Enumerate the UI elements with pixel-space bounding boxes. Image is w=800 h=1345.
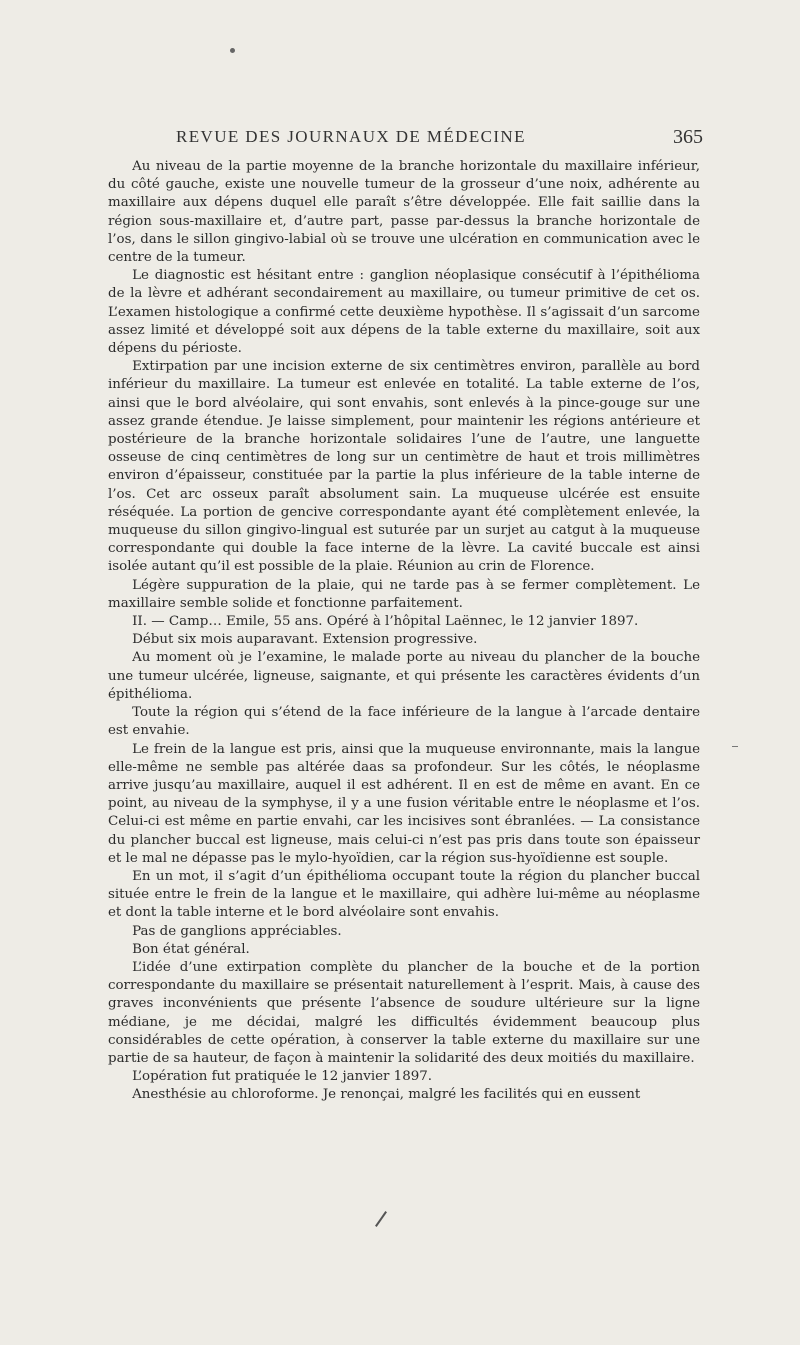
pen-stroke — [375, 1211, 387, 1227]
paragraph-9: Le frein de la langue est pris, ainsi que la muqueuse environnante, mais la langue elle-même ne semble pas altérée daas sa profondeur. Sur les côtés, le néoplasme arrive jusqu’au maxillaire, auquel il est adhérent. Il en est de même en avant. En ce point, au niveau de la symphyse, il y a une fusion véritable entre le néoplasme et l’os. Celui-ci est même en partie envahi, car les incisives sont ébranlées. — La consistance du plancher buccal est ligneuse, mais celui-ci n’est pas pris dans toute son épaisseur et le mal ne dépasse pas le mylo-hyoïdien, car la région sus-hyoïdienne est souple. — [108, 741, 700, 866]
paragraph-1: Au niveau de la partie moyenne de la branche horizontale du maxillaire inférieur, du côté gauche, existe une nouvelle tumeur de la grosseur d’une noix, adhérente au maxillaire aux dépens duquel elle paraît s’être développée. Elle fait saillie dans la région sous-maxillaire et, d’autre part, passe par-dessus la branche horizontale de l’os, dans le sillon gingivo-labial où se trouve une ulcération en communication avec le centre de la tumeur. — [108, 159, 700, 266]
paragraph-8: Toute la région qui s’étend de la face inférieure de la langue à l’arcade dentaire est envahie. — [108, 705, 700, 739]
paragraph-4: Légère suppuration de la plaie, qui ne tarde pas à se fermer complètement. Le maxillaire semble solide et fonctionne parfaitement. — [108, 577, 700, 611]
paragraph-2: Le diagnostic est hésitant entre : ganglion néoplasique consécutif à l’épithélioma de la lèvre et adhérant secondairement au maxillaire, ou tumeur primitive de cet os. L’examen histologique a confirmé cette deuxième hypothèse. Il s’agissait d’un sarcome assez limité et développé soit aux dépens de la table externe du maxillaire, soit aux dépens du périoste. — [108, 268, 700, 357]
paragraph-10: En un mot, il s’agit d’un épithélioma occupant toute la région du plancher buccal située entre le frein de la langue et le maxillaire, qui adhère lui-même au néoplasme et dont la table interne et le bord alvéolaire sont envahis. — [108, 868, 700, 921]
paragraph-15: Anesthésie au chloroforme. Je renonçai, malgré les facilités qui en eussent — [132, 1087, 641, 1103]
page-header — [108, 127, 703, 157]
ink-speck — [230, 48, 235, 53]
running-title: REVUE DES JOURNAUX DE MÉDECINE — [176, 127, 526, 146]
body-text — [108, 158, 700, 1105]
paragraph-13: L’idée d’une extirpation complète du plancher de la bouche et de la portion correspondante du maxillaire se présentait naturellement à l’esprit. Mais, à cause des graves inconvénients que présente l’absence de soudure ultérieure sur la ligne médiane, je me décidai, malgré les difficultés évidemment beaucoup plus considérables de cette opération, à conserver la table externe du maxillaire sur une partie de sa hauteur, de façon à maintenir la solidarité des deux moitiés du maxillaire. — [108, 959, 700, 1066]
paragraph-6: Début six mois auparavant. Extension progressive. — [132, 632, 478, 648]
page-number: 365 — [673, 126, 703, 148]
paragraph-12: Bon état général. — [132, 941, 250, 957]
paragraph-5: II. — Camp… Emile, 55 ans. Opéré à l’hôpital Laënnec, le 12 janvier 1897. — [132, 614, 639, 630]
paragraph-14: L’opération fut pratiquée le 12 janvier 1897. — [132, 1069, 433, 1085]
paragraph-3: Extirpation par une incision externe de six centimètres environ, parallèle au bord inférieur du maxillaire. La tumeur est enlevée en totalité. La table externe de l’os, ainsi que le bord alvéolaire, qui sont envahis, sont enlevés à la pince-gouge sur une assez grande étendue. Je laisse simplement, pour maintenir les régions antérieure et postérieure de la branche horizontale solidaires l’une de l’autre, une languette osseuse de cinq centimètres de long sur un centimètre de haut et trois millimètres environ d’épaisseur, constituée par la partie la plus inférieure de la table interne de l’os. Cet arc osseux paraît absolument sain. La muqueuse ulcérée est ensuite réséquée. La portion de gencive correspondante ayant été complètement enlevée, la muqueuse du sillon gingivo-lingual est suturée par un surjet au catgut à la muqueuse correspondante qui double la face interne de la lèvre. La cavité buccale est ainsi isolée autant qu’il est possible de la plaie. Réunion au crin de Florence. — [108, 359, 700, 575]
margin-mark — [732, 746, 738, 747]
paragraph-11: Pas de ganglions appréciables. — [132, 923, 342, 939]
paragraph-7: Au moment où je l’examine, le malade porte au niveau du plancher de la bouche une tumeur ulcérée, ligneuse, saignante, et qui présente les caractères évidents d’un épithélioma. — [108, 650, 700, 702]
